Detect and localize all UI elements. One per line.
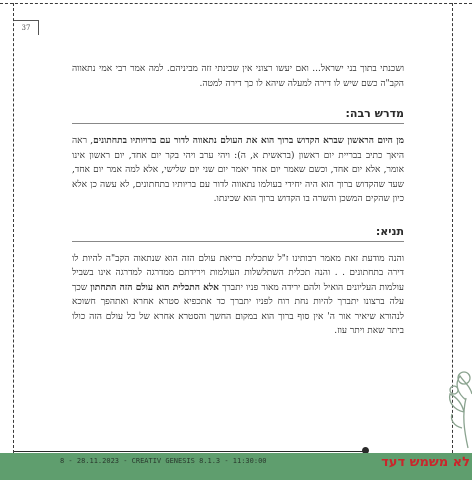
section-heading-midrash: מדרש רבה: <box>72 107 404 124</box>
crop-mark-top <box>0 3 472 4</box>
crop-mark-left <box>13 3 14 453</box>
tanya-part1: והנה מודעת זאת מאמר רבותינו ז"ל שתכלית בריאת עולם הזה הוא שנתאוה הקב"ה להיות לו דירה בתחתונים . . והנה תכלית השתלשלות העולמות וירידתם ממדרגה למדרגה אינו בשביל עולמות העליונים הואיל ולהם ירידה מאור פניו יתברך <box>72 253 404 293</box>
tanya-part2: שכך עלה ברצונו יתברך להיות נחת רוח לפניו יתברך כד אתכפיא סטרא אחרא ואתהפך חשוכא לנהורא שיאיר אור ה' אין סוף ברוך הוא במקום החשך והסטרא אחרא של כל עולם הזה כולו ביתר שאת ויתר עוז. <box>72 282 404 336</box>
midrash-bold-lead: מן היום הראשון שברא הקדוש ברוך הוא את העולם נתאווה לדור עם ברויותיו בתחתונים <box>93 136 404 146</box>
midrash-paragraph <box>72 134 404 207</box>
midrash-body: , ראה היאך כתיב בבריית יום ראשון (בראשית א, ה): ויהי ערב ויהי בקר יום אחד, יום ראשון אינו אומר, אלא יום אחד, וכשם שאמר יום אחד יאמר יום שני יום שלישי, אלא למה אמר יום אחד, שעד שהקדוש ברוך הוא היה יחידי בעולמו נתאווה לדור עם בריותיו בתחתונים, לא עשה כן אלא כיון שהקים המשכן והשרה בו הקדוש ברוך הוא שכינתו. <box>72 136 404 204</box>
tanya-bold: אלא התכלית הוא עולם הזה התחתון <box>90 282 219 293</box>
intro-paragraph: ושכנתי בתוך בני ישראל... ואם יעשו רצוני אין שכינתי זזה מביניהם. למה אמר רבי אמי נתאווה הקב"ה כשם שיש לו דירה למעלה שיהא לו כך דירה למטה. <box>72 64 404 89</box>
page-body <box>72 62 404 339</box>
footer-bar <box>0 453 472 480</box>
footer-title: לא משמש דעד <box>381 455 470 470</box>
section-heading-tanya: תניא: <box>72 225 404 242</box>
footer-print-info: 8 - 28.11.2023 - CREATIV GENESIS 8.1.3 - 11:30:00 <box>60 457 267 465</box>
page-number: 37 <box>14 20 39 35</box>
flower-decoration <box>440 360 472 450</box>
bottom-rule <box>14 451 366 452</box>
tanya-paragraph <box>72 252 404 339</box>
